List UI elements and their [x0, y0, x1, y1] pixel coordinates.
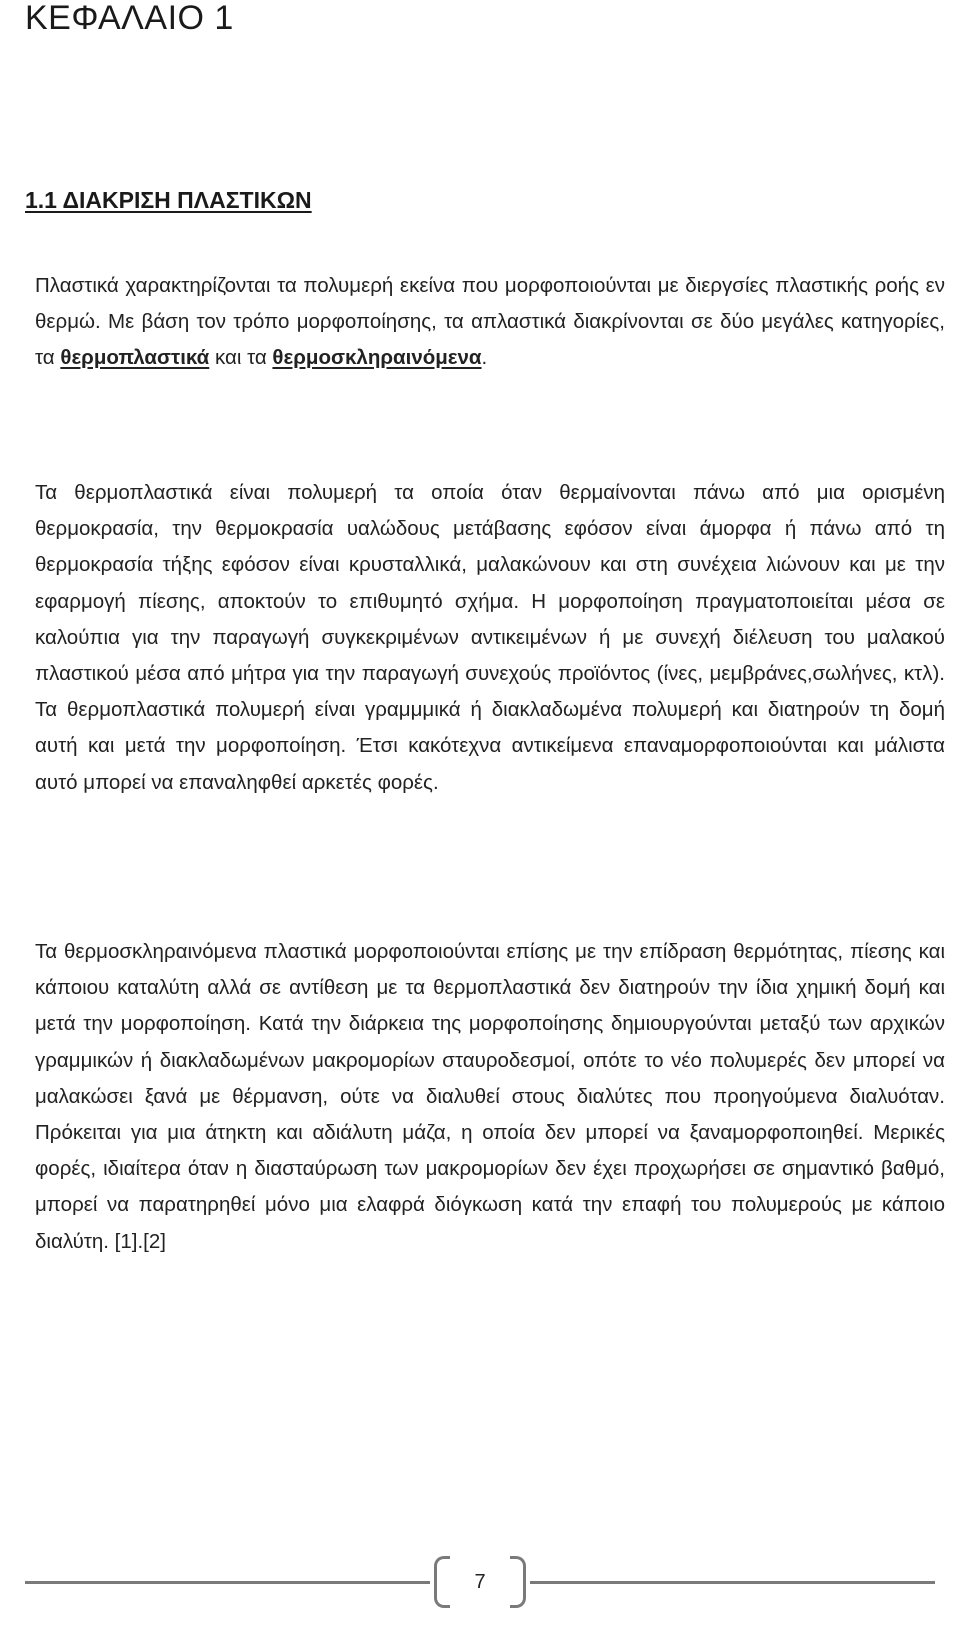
paragraph-intro-text-after: .: [481, 346, 488, 370]
paragraph-intro-text-before: Πλαστικά χαρακτηρίζονται τα πολυμερή εκείνα που μορφοποιούνται με διεργσίες πλαστικής ροής εν θερμώ. Με βάση τον τρόπο μορφοποίησης, τα απλαστικά διακρίνονται σε δύο μεγάλες κατηγορίες, τα: [35, 274, 945, 370]
paragraph-thermosets: Τα θερμοσκληραινόμενα πλαστικά μορφοποιούνται επίσης με την επίδραση θερμότητας, πίεσης και κάποιου καταλύτη αλλά σε αντίθεση με τα θερμοπλαστικά δεν διατηρούν την ίδια χημική δομή και μετά την μορφοποίηση. Κατά την διάρκεια της μορφοποίησης δημιουργούνται μεταξύ των αρχικών γραμμικών ή διακλαδωμένων μακρομορίων σταυροδεσμοί, οπότε το νέο πολυμερές δεν μπορεί να μαλακώσει ξανά με θέρμανση, ούτε να διαλυθεί στους διαλύτες που προηγούμενα διαλυόταν. Πρόκειται για μια άτηκτη και αδιάλυτη μάζα, η οποία δεν μπορεί να ξαναμορφοποιηθεί. Μερικές φορές, ιδιαίτερα όταν η διασταύρωση των μακρομορίων δεν έχει προχωρήσει σε σημαντικό βαθμό, μπορεί να παρατηρηθεί μόνο μια ελαφρά διόγκωση κατά την επαφή του πολυμερούς με κάποιο διαλύτη. [1].[2]: [35, 940, 945, 1253]
page-number: 7: [474, 1571, 486, 1593]
paragraph-intro: [25, 268, 945, 377]
paragraph-intro-text-middle: και τα: [209, 346, 273, 370]
paragraph-thermoplastics: Τα θερμοπλαστικά είναι πολυμερή τα οποία όταν θερμαίνονται πάνω από μια ορισμένη θερμοκρασία, την θερμοκρασία υαλώδους μετάβασης εφόσον είναι άμορφα ή πάνω από τη θερμοκρασία τήξης εφόσον είναι κρυσταλλικά, μαλακώνουν και στη συνέχεια λιώνουν και με την εφαρμογή πίεσης, αποκτούν το επιθυμητό σχήμα. Η μορφοποίηση πραγματοποιείται μέσα σε καλούπια για την παραγωγή συγκεκριμένων αντικειμένων ή με συνεχή διέλευση του μαλακού πλαστικού μέσα από μήτρα για την παραγωγή συνεχούς προϊόντος (ίνες, μεμβράνες,σωλήνες, κτλ). Τα θερμοπλαστικά πολυμερή είναι γραμμμικά ή διακλαδωμένα πολυμερή και διατηρούν τη δομή αυτή και μετά την μορφοποίηση. Έτσι κακότεχνα αντικείμενα επαναμορφοποιούνται και μάλιστα αυτό μπορεί να επαναληφθεί αρκετές φορές.: [35, 481, 945, 794]
right-brace-icon: [510, 1556, 526, 1608]
left-brace-icon: [434, 1556, 450, 1608]
term-thermoplastics: θερμοπλαστικά: [60, 346, 210, 370]
term-thermosets: θερμοσκληραινόμενα: [272, 346, 482, 370]
section-heading: 1.1 ΔΙΑΚΡΙΣΗ ΠΛΑΣΤΙΚΩΝ: [25, 187, 312, 213]
chapter-title: ΚΕΦΑΛΑΙΟ 1: [25, 0, 234, 37]
